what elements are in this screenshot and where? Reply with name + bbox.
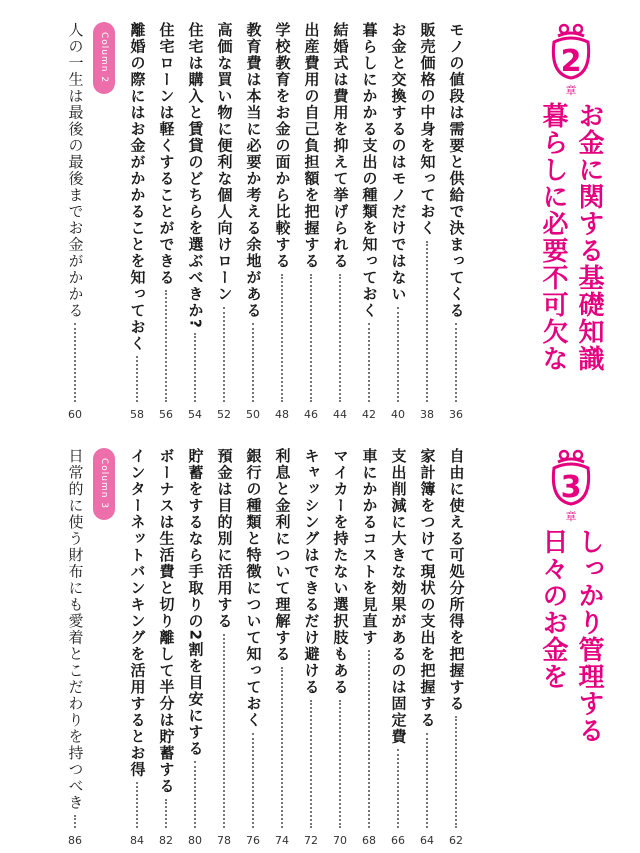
dot-leader (74, 323, 76, 402)
dot-leader (426, 241, 428, 403)
dot-leader (426, 733, 428, 829)
entry-page: 52 (217, 408, 231, 421)
column-entry[interactable] (62, 22, 88, 422)
entry-page: 54 (188, 408, 202, 421)
entry-page: 84 (130, 834, 144, 847)
toc-entry[interactable] (443, 448, 469, 848)
column-title: 日常的に使う財布にも愛着とこだわりを持つべき (66, 448, 85, 811)
entry-title: 学校教育をお金の面から比較する (273, 22, 292, 270)
toc-entry[interactable] (327, 448, 353, 848)
column-entry[interactable] (62, 448, 88, 848)
entry-title: マイカーを持たない選択肢もある (331, 448, 350, 696)
dot-leader (281, 274, 283, 403)
toc-entry[interactable] (269, 22, 295, 422)
toc-entry[interactable] (240, 22, 266, 422)
dot-leader (194, 333, 196, 402)
entry-page: 82 (159, 834, 173, 847)
column-badge-label: Column 2 (99, 32, 109, 84)
toc-entry[interactable] (153, 22, 179, 422)
entry-title: 離婚の際にはお金がかかることを知っておく (128, 22, 147, 352)
entry-page: 56 (159, 408, 173, 421)
entry-title: ボーナスは生活費と切り離して半分は貯蓄する (157, 448, 176, 795)
chapter-title-line-2: しっかり管理する (574, 528, 604, 744)
entry-title: キャッシングはできるだけ避ける (302, 448, 321, 696)
entry-page: 62 (449, 834, 463, 847)
entry-title: 銀行の種類と特徴について知っておく (244, 448, 263, 729)
entry-title: 販売価格の中身を知っておく (418, 22, 437, 237)
column-badge-label: Column 3 (99, 458, 109, 510)
entry-page: 46 (304, 408, 318, 421)
entry-page: 76 (246, 834, 260, 847)
entry-title: お金と交換するのはモノだけではない (389, 22, 408, 303)
chapter-title-line-1: 暮らしに必要不可欠な (538, 102, 568, 372)
dot-leader (397, 749, 399, 828)
dot-leader (136, 782, 138, 828)
entry-page: 78 (217, 834, 231, 847)
column-badge (93, 448, 115, 520)
entry-title: 住宅ローンは軽くすることができる (157, 22, 176, 286)
chapter-2-section (0, 22, 640, 422)
dot-leader (368, 323, 370, 402)
entry-page: 44 (333, 408, 347, 421)
chapter-label: 章 (565, 510, 577, 523)
entry-title: 自由に使える可処分所得を把握する (447, 448, 466, 712)
toc-entry[interactable] (211, 448, 237, 848)
toc-entry[interactable] (298, 448, 324, 848)
toc-entry[interactable] (385, 22, 411, 422)
entry-title: 家計簿をつけて現状の支出を把握する (418, 448, 437, 729)
entry-title: モノの値段は需要と供給で決まってくる (447, 22, 466, 319)
entry-title: インターネットバンキングを活用するとお得 (128, 448, 147, 778)
toc-entry[interactable] (385, 448, 411, 848)
dot-leader (74, 815, 76, 828)
dot-leader (136, 356, 138, 402)
entry-page: 42 (362, 408, 376, 421)
entry-page: 38 (420, 408, 434, 421)
column-title: 人の一生は最後の最後までお金がかかる (66, 22, 85, 319)
chapter-label: 章 (565, 84, 577, 97)
toc-entry[interactable] (182, 448, 208, 848)
toc-entry[interactable] (327, 22, 353, 422)
toc-entry[interactable] (414, 448, 440, 848)
chapter-3-entries (0, 448, 640, 848)
entry-page: 40 (391, 408, 405, 421)
toc-entry[interactable] (443, 22, 469, 422)
dot-leader (252, 323, 254, 402)
entry-page: 80 (188, 834, 202, 847)
entry-title: 利息と金利について理解する (273, 448, 292, 663)
entry-page: 48 (275, 408, 289, 421)
entry-title: 車にかかるコストを見直す (360, 448, 379, 646)
toc-entry[interactable] (124, 448, 150, 848)
dot-leader (310, 700, 312, 829)
entry-title: 貯蓄をするなら手取りの2割を目安にする (186, 448, 205, 757)
chapter-2-entries (0, 22, 640, 422)
entry-page: 70 (333, 834, 347, 847)
dot-leader (310, 274, 312, 403)
chapter-3-section (0, 448, 640, 848)
toc-entry[interactable] (182, 22, 208, 422)
dot-leader (281, 667, 283, 829)
entry-page: 74 (275, 834, 289, 847)
entry-title: 教育費は本当に必要か考える余地がある (244, 22, 263, 319)
toc-entry[interactable] (211, 22, 237, 422)
entry-page: 64 (420, 834, 434, 847)
toc-entry[interactable] (153, 448, 179, 848)
toc-entry[interactable] (269, 448, 295, 848)
dot-leader (252, 733, 254, 829)
entry-page: 66 (391, 834, 405, 847)
entry-page: 50 (246, 408, 260, 421)
toc-entry[interactable] (356, 448, 382, 848)
toc-entry[interactable] (240, 448, 266, 848)
dot-leader (339, 700, 341, 829)
column-badge (93, 22, 115, 94)
entry-title: 預金は目的別に活用する (215, 448, 234, 630)
dot-leader (194, 761, 196, 828)
entry-page: 72 (304, 834, 318, 847)
dot-leader (223, 307, 225, 403)
toc-entry[interactable] (356, 22, 382, 422)
chapter-title-line-1: 日々のお金を (538, 528, 568, 690)
dot-leader (455, 716, 457, 828)
chapter-title-line-2: お金に関する基礎知識 (574, 102, 604, 372)
dot-leader (339, 274, 341, 403)
toc-entry[interactable] (124, 22, 150, 422)
entry-title: 暮らしにかかる支出の種類を知っておく (360, 22, 379, 319)
entry-title: 出産費用の自己負担額を把握する (302, 22, 321, 270)
entry-title: 住宅は購入と賃貸のどちらを選ぶべきか? (186, 22, 205, 330)
entry-title: 高価な買い物に便利な個人向けローン (215, 22, 234, 303)
entry-page: 58 (130, 408, 144, 421)
dot-leader (165, 290, 167, 402)
entry-title: 支出削減に大きな効果があるのは固定費 (389, 448, 408, 745)
dot-leader (223, 634, 225, 829)
entry-title: 結婚式は費用を抑えて挙げられる (331, 22, 350, 270)
chapter-number: 3 (560, 470, 582, 505)
entry-page: 60 (68, 408, 82, 421)
dot-leader (368, 650, 370, 828)
chapter-number: 2 (560, 44, 582, 79)
dot-leader (165, 799, 167, 829)
entry-page: 68 (362, 834, 376, 847)
entry-page: 86 (68, 834, 82, 847)
toc-entry[interactable] (414, 22, 440, 422)
entry-page: 36 (449, 408, 463, 421)
toc-entry[interactable] (298, 22, 324, 422)
dot-leader (455, 323, 457, 402)
dot-leader (397, 307, 399, 403)
